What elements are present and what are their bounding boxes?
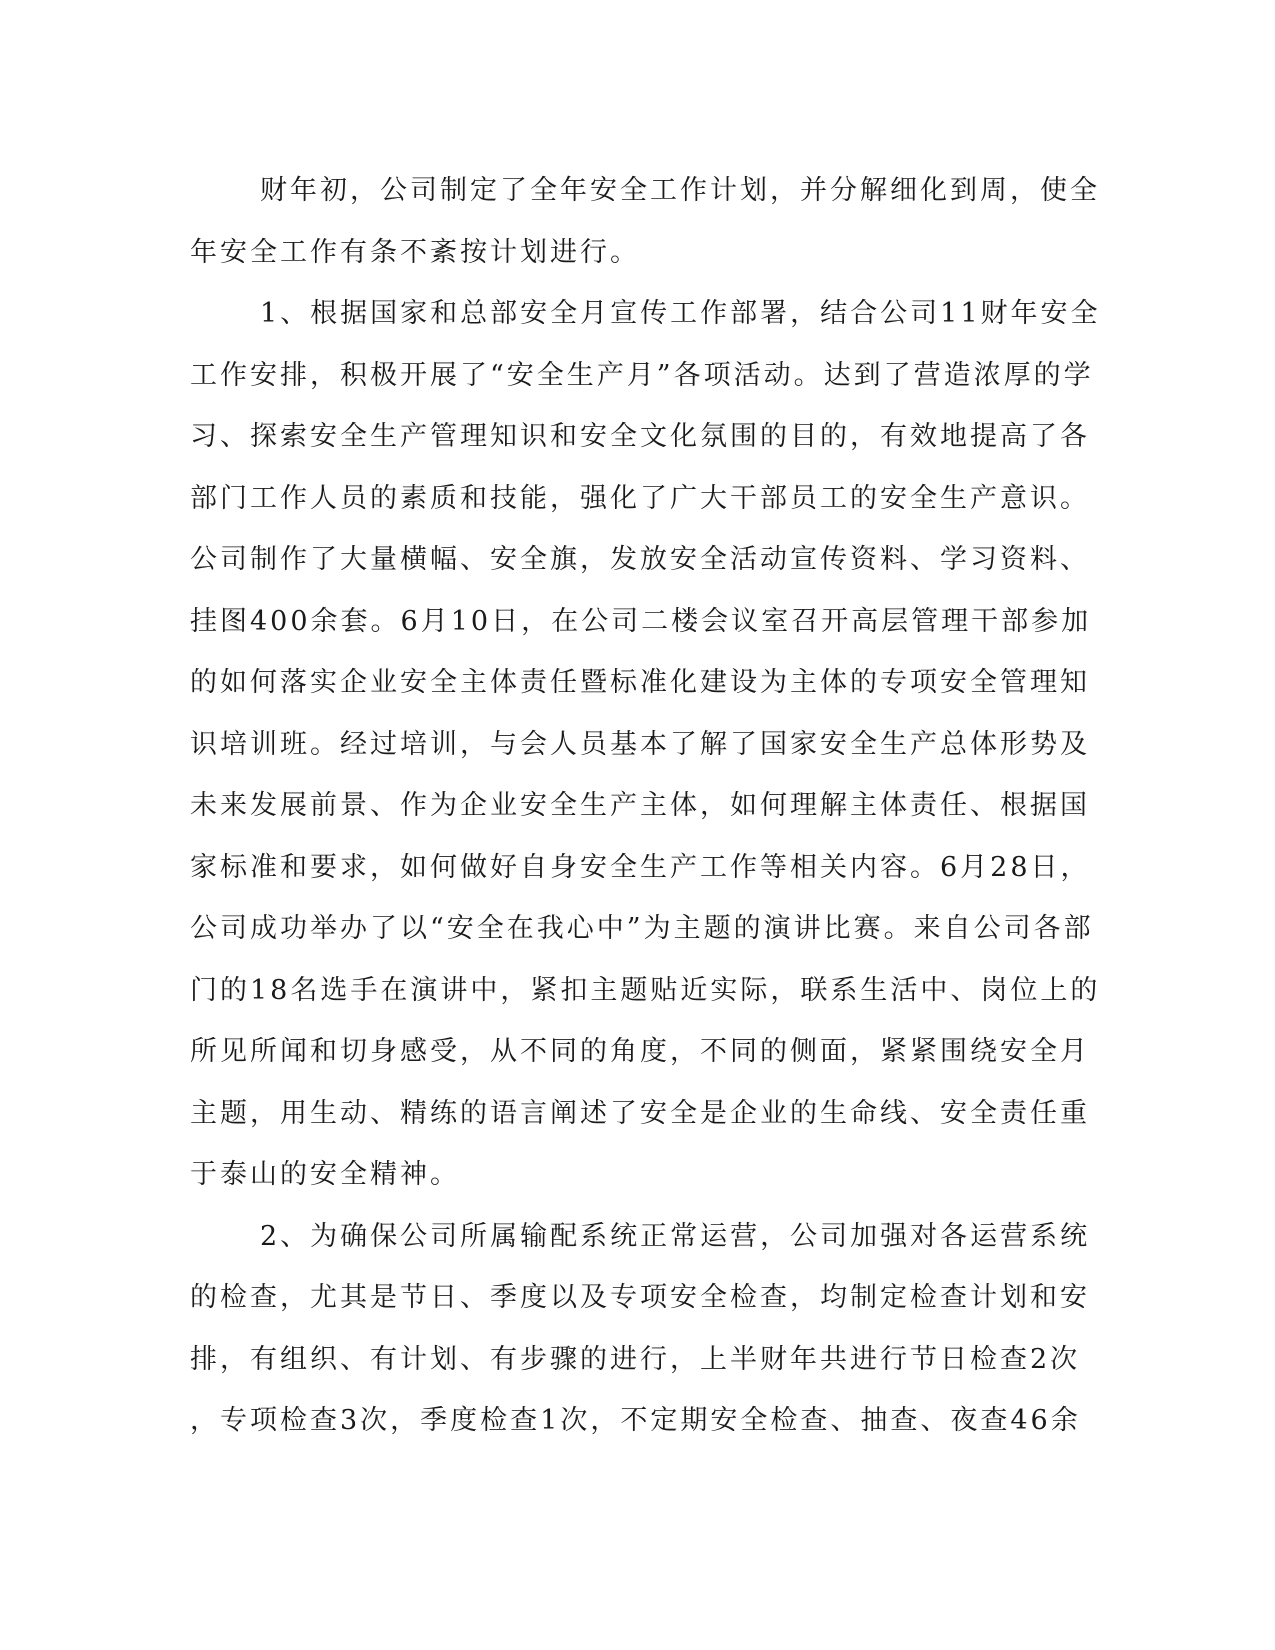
text-line: 2、为确保公司所属输配系统正常运营，公司加强对各运营系统 [260, 1220, 1091, 1252]
text-line: 排，有组织、有计划、有步骤的进行，上半财年共进行节日检查2次 [190, 1343, 1081, 1375]
text-line: 的检查，尤其是节日、季度以及专项安全检查，均制定检查计划和安 [190, 1282, 1090, 1313]
text-line: 工作安排，积极开展了“安全生产月”各项活动。达到了营造浓厚的学 [190, 359, 1094, 391]
text-line: 主题，用生动、精练的语言阐述了安全是企业的生命线、安全责任重 [190, 1097, 1090, 1129]
text-line: 门的18名选手在演讲中，紧扣主题贴近实际，联系生活中、岗位上的 [190, 974, 1101, 1006]
text-line: 家标准和要求，如何做好自身安全生产工作等相关内容。6月28日， [190, 851, 1091, 883]
text-line: 的如何落实企业安全主体责任暨标准化建设为主体的专项安全管理知 [190, 667, 1090, 698]
text-line: 公司成功举办了以“安全在我心中”为主题的演讲比赛。来自公司各部 [190, 913, 1094, 944]
text-line: 于泰山的安全精神。 [190, 1159, 460, 1190]
paragraph-intro [190, 160, 1100, 283]
text-line: 习、探索安全生产管理知识和安全文化氛围的目的，有效地提高了各 [190, 421, 1090, 452]
text-line: 部门工作人员的素质和技能，强化了广大干部员工的安全生产意识。 [190, 482, 1090, 514]
paragraph-item-1 [190, 283, 1101, 1206]
text-line: 未来发展前景、作为企业安全生产主体，如何理解主体责任、根据国 [190, 790, 1090, 821]
text-line: 1、根据国家和总部安全月宣传工作部署，结合公司11财年安全 [260, 298, 1101, 329]
text-line: ，专项检查3次，季度检查1次，不定期安全检查、抽查、夜查46余 [190, 1405, 1081, 1436]
text-line: 公司制作了大量横幅、安全旗，发放安全活动宣传资料、学习资料、 [190, 544, 1090, 575]
text-line: 识培训班。经过培训，与会人员基本了解了国家安全生产总体形势及 [190, 728, 1090, 760]
text-line: 年安全工作有条不紊按计划进行。 [190, 236, 640, 268]
text-line: 财年初，公司制定了全年安全工作计划，并分解细化到周，使全 [260, 175, 1100, 206]
text-line: 挂图400余套。6月10日，在公司二楼会议室召开高层管理干部参加 [190, 605, 1092, 637]
paragraph-item-2 [190, 1206, 1090, 1452]
text-line: 所见所闻和切身感受，从不同的角度，不同的侧面，紧紧围绕安全月 [190, 1036, 1090, 1067]
document-body [190, 160, 1101, 1452]
